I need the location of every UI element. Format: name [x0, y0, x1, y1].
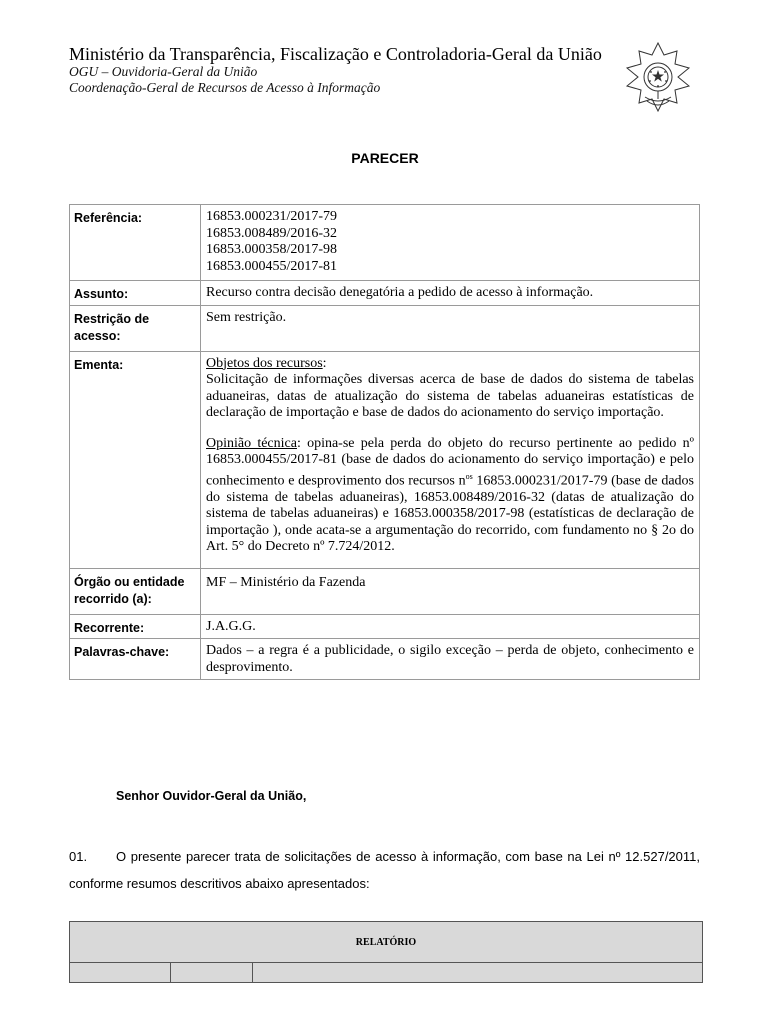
table-row — [70, 205, 700, 281]
document-header — [69, 44, 609, 96]
ementa-objetos: Objetos dos recursos: — [206, 355, 327, 371]
paragraph-text: O presente parecer trata de solicitações de acesso à informação, com base na Lei nº 12.527/2011, conforme resumos descritivos abaixo apresentados: — [69, 849, 700, 891]
coordination-subtitle: Coordenação-Geral de Recursos de Acesso à Informação — [69, 80, 381, 95]
ementa-objetos-text: Solicitação de informações diversas acerca de base de dados do sistema de tabelas aduaneiras, datas de atualização do sistema de tabelas aduaneiras estatísticas de declaração de importação e base de dados do acionamento do serviço importação. — [206, 372, 694, 420]
paragraph-number: 01. — [69, 849, 88, 864]
assunto-label: Assunto: — [70, 281, 201, 306]
recorrente-label: Recorrente: — [70, 614, 201, 639]
relatorio-heading: RELATÓRIO — [70, 922, 703, 963]
recorrente-value: J.A.G.G. — [201, 614, 700, 639]
table-cell — [70, 963, 171, 983]
opiniao-heading: Opinião técnica — [206, 435, 297, 451]
table-row — [70, 922, 703, 963]
referencia-item: 16853.000231/2017-79 — [206, 209, 338, 224]
referencia-item: 16853.000358/2017-98 — [206, 242, 338, 257]
referencia-label: Referência: — [70, 205, 201, 281]
paragraph-01 — [69, 843, 700, 897]
table-row — [70, 305, 700, 351]
ogu-subtitle: OGU – Ouvidoria-Geral da União — [69, 64, 258, 79]
referencia-item: 16853.008489/2016-32 — [206, 225, 338, 241]
table-row — [70, 639, 700, 680]
palavras-value: Dados – a regra é a publicidade, o sigilo exceção – perda de objeto, conhecimento e desprovimento. — [201, 639, 700, 680]
ementa-value — [201, 351, 700, 568]
restricao-value: Sem restrição. — [201, 305, 700, 351]
table-cell — [253, 963, 703, 983]
table-row — [70, 614, 700, 639]
relatorio-table — [69, 921, 703, 983]
orgao-label: Órgão ou entidade recorrido (a): — [70, 568, 201, 614]
ementa-label: Ementa: — [70, 351, 201, 568]
table-row — [70, 568, 700, 614]
metadata-table — [69, 204, 700, 680]
referencia-item: 16853.000455/2017-81 — [206, 258, 338, 274]
ementa-opiniao: Opinião técnica: opina-se pela perda do objeto do recurso pertinente ao pedido nº 16853.000455/2017-81 (base de dados do acionamento do serviço importação) e pelo conhecimento e desprovimento dos recursos $n^{os}$ 16853.000231/2017-79 (base de dados do sistema de tabelas aduaneiras), 16853.008489/2016-32 (datas de atualização do sistema de tabelas aduaneiras) e 16853.000358/2017-98 (estatísticas de declaração de importação ), onde acata-se a argumentação do recorrido, com fundamento no § 2o do Art. 5° do Decreto nº 7.724/2012. — [206, 435, 694, 555]
palavras-label: Palavras-chave: — [70, 639, 201, 680]
table-row — [70, 281, 700, 306]
brazil-coat-of-arms-icon — [623, 41, 693, 113]
table-row — [70, 351, 700, 568]
objetos-heading: Objetos dos recursos — [206, 355, 323, 371]
ministry-name: Ministério da Transparência, Fiscalização e Controladoria-Geral da União — [69, 44, 602, 64]
salutation: Senhor Ouvidor-Geral da União, — [116, 789, 307, 803]
referencia-values — [201, 205, 700, 281]
table-cell — [171, 963, 253, 983]
table-row — [70, 963, 703, 983]
orgao-value: MF – Ministério da Fazenda — [201, 568, 700, 614]
page-title: PARECER — [351, 150, 419, 166]
assunto-value: Recurso contra decisão denegatória a pedido de acesso à informação. — [201, 281, 700, 306]
restricao-label: Restrição de acesso: — [70, 305, 201, 351]
